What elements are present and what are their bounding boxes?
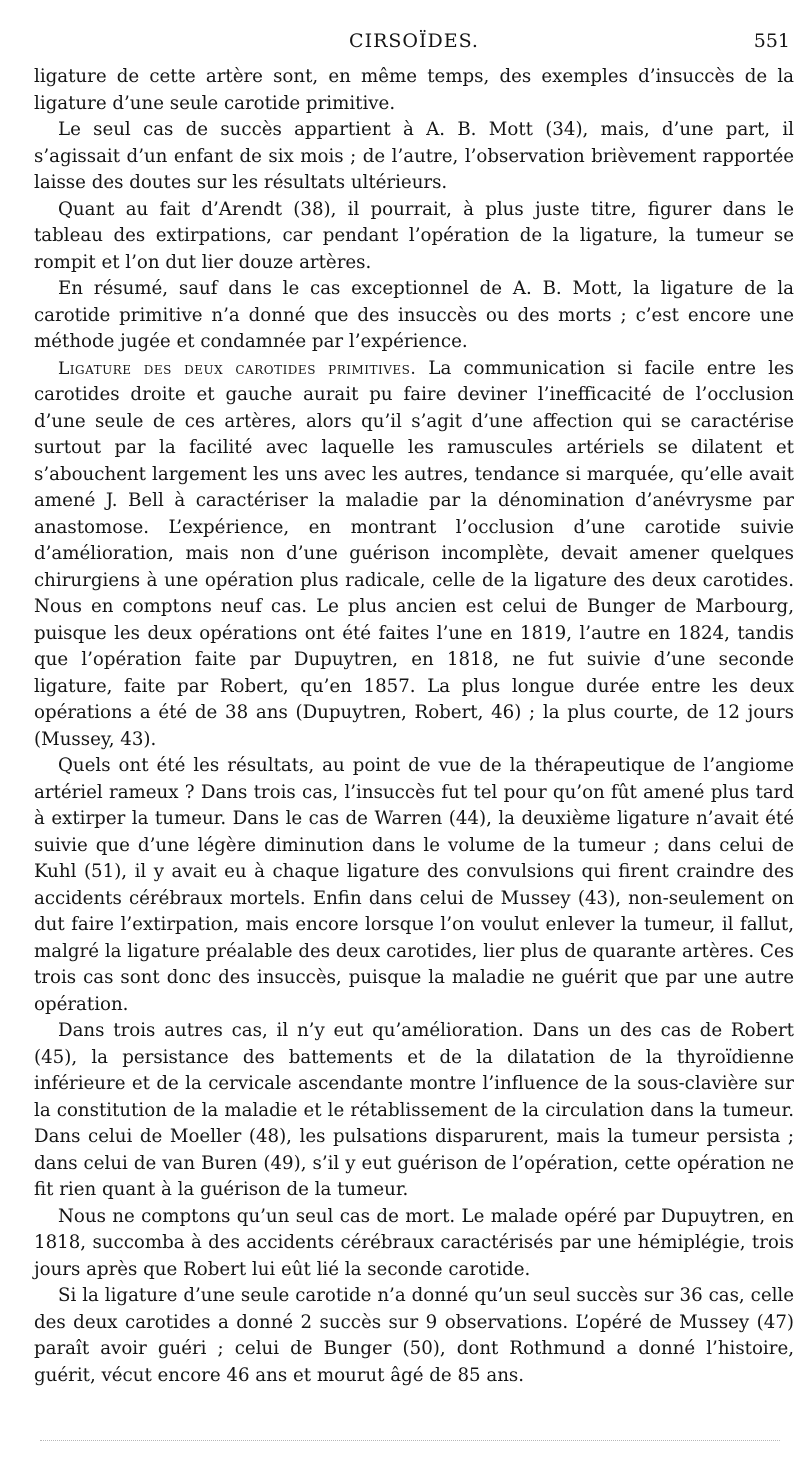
paragraph-4: En résumé, sauf dans le cas exceptionnel de A. B. Mott, la ligature de la carotide primitive n’a donné que des insuccès ou des morts ; c’est encore une méthode jugée et condamnée par l’expérience. — [34, 278, 794, 352]
running-title: CIRSOÏDES. — [349, 30, 479, 52]
bottom-dotted-rule — [40, 1440, 780, 1441]
paragraph-1: ligature de cette artère sont, en même temps, des exemples d’insuccès de la ligature d’une seule carotide primitive. — [34, 66, 794, 114]
page-number: 551 — [753, 30, 790, 52]
paragraph-5 — [34, 356, 794, 754]
paragraph-7: Dans trois autres cas, il n’y eut qu’amélioration. Dans un des cas de Robert (45), la persistance des battements et de la dilatation de la thyroïdienne inférieure et de la cervicale ascendante montre l’influence de la sous-clavière sur la constitution de la maladie et le rétablissement de la circulation dans la tumeur. Dans celui de Moeller (48), les pulsations disparurent, mais la tumeur persista ; dans celui de van Buren (49), s’il y eut guérison de l’opération, cette opération ne fit rien quant à la guérison de la tumeur. — [34, 1020, 794, 1200]
page-header — [34, 18, 794, 58]
paragraph-8: Nous ne comptons qu’un seul cas de mort. Le malade opéré par Dupuytren, en 1818, succomba à des accidents cérébraux caractérisés par une hémiplégie, trois jours après que Robert lui eût lié la seconde carotide. — [34, 1205, 794, 1280]
paragraph-9: Si la ligature d’une seule carotide n’a donné qu’un seul succès sur 36 cas, celle des deux carotides a donné 2 succès sur 9 observations. L’opéré de Mussey (47) paraît avoir guéri ; celui de Bunger (50), dont Rothmund a donné l’histoire, guérit, vécut encore 46 ans et mourut âgé de 85 ans. — [34, 1285, 794, 1386]
paragraph-2: Le seul cas de succès appartient à A. B. Mott (34), mais, d’une part, il s’agissait d’un enfant de six mois ; de l’autre, l’observation brièvement rapportée laisse des doutes sur les résultats ultérieurs. — [34, 119, 794, 193]
paragraph-5-text: La communication si facile entre les carotides droite et gauche aurait pu faire deviner l’inefficacité de l’occlusion d’une seule de ces artères, alors qu’il s’agit d’une affection qui se caractérise surtout par la facilité avec laquelle les ramuscules artériels se dilatent et s’abouchent largement les uns avec les autres, tendance si marquée, qu’elle avait amené J. Bell à caractériser la maladie par la dénomination d’anévrysme par anastomose. L’expérience, en montrant l’occlusion d’une carotide suivie d’amélioration, mais non d’une guérison incomplète, devait amener quelques chirurgiens à une opération plus radicale, celle de la ligature des deux carotides. Nous en comptons neuf cas. Le plus ancien est celui de Bunger de Marbourg, puisque les deux opérations ont été faites l’une en 1819, l’autre en 1824, tandis que l’opération faite par Dupuytren, en 1818, ne fut suivie d’une seconde ligature, faite par Robert, qu’en 1857. La plus longue durée entre les deux opérations a été de 38 ans (Dupuytren, Robert, 46) ; la plus courte, de 12 jours (Mussey, 43). — [34, 357, 794, 750]
section-heading: Ligature des deux carotides primitives. — [58, 358, 417, 379]
paragraph-3: Quant au fait d’Arendt (38), il pourrait, à plus juste titre, figurer dans le tableau des extirpations, car pendant l’opération de la ligature, la tumeur se rompit et l’on dut lier douze artères. — [34, 198, 794, 273]
body-text — [34, 64, 794, 1389]
paragraph-6: Quels ont été les résultats, au point de vue de la thérapeutique de l’angiome artériel rameux ? Dans trois cas, l’insuccès fut tel pour qu’on fût amené plus tard à extirper la tumeur. Dans le cas de Warren (44), la deuxième ligature n’avait été suivie que d’une légère diminution dans le volume de la tumeur ; dans celui de Kuhl (51), il y avait eu à chaque ligature des convulsions qui firent craindre des accidents cérébraux mortels. Enfin dans celui de Mussey (43), non-seulement on dut faire l’extirpation, mais encore lorsque l’on voulut enlever la tumeur, il fallut, malgré la ligature préalable des deux carotides, lier plus de quarante artères. Ces trois cas sont donc des insuccès, puisque la maladie ne guérit que par une autre opération. — [34, 755, 794, 1015]
